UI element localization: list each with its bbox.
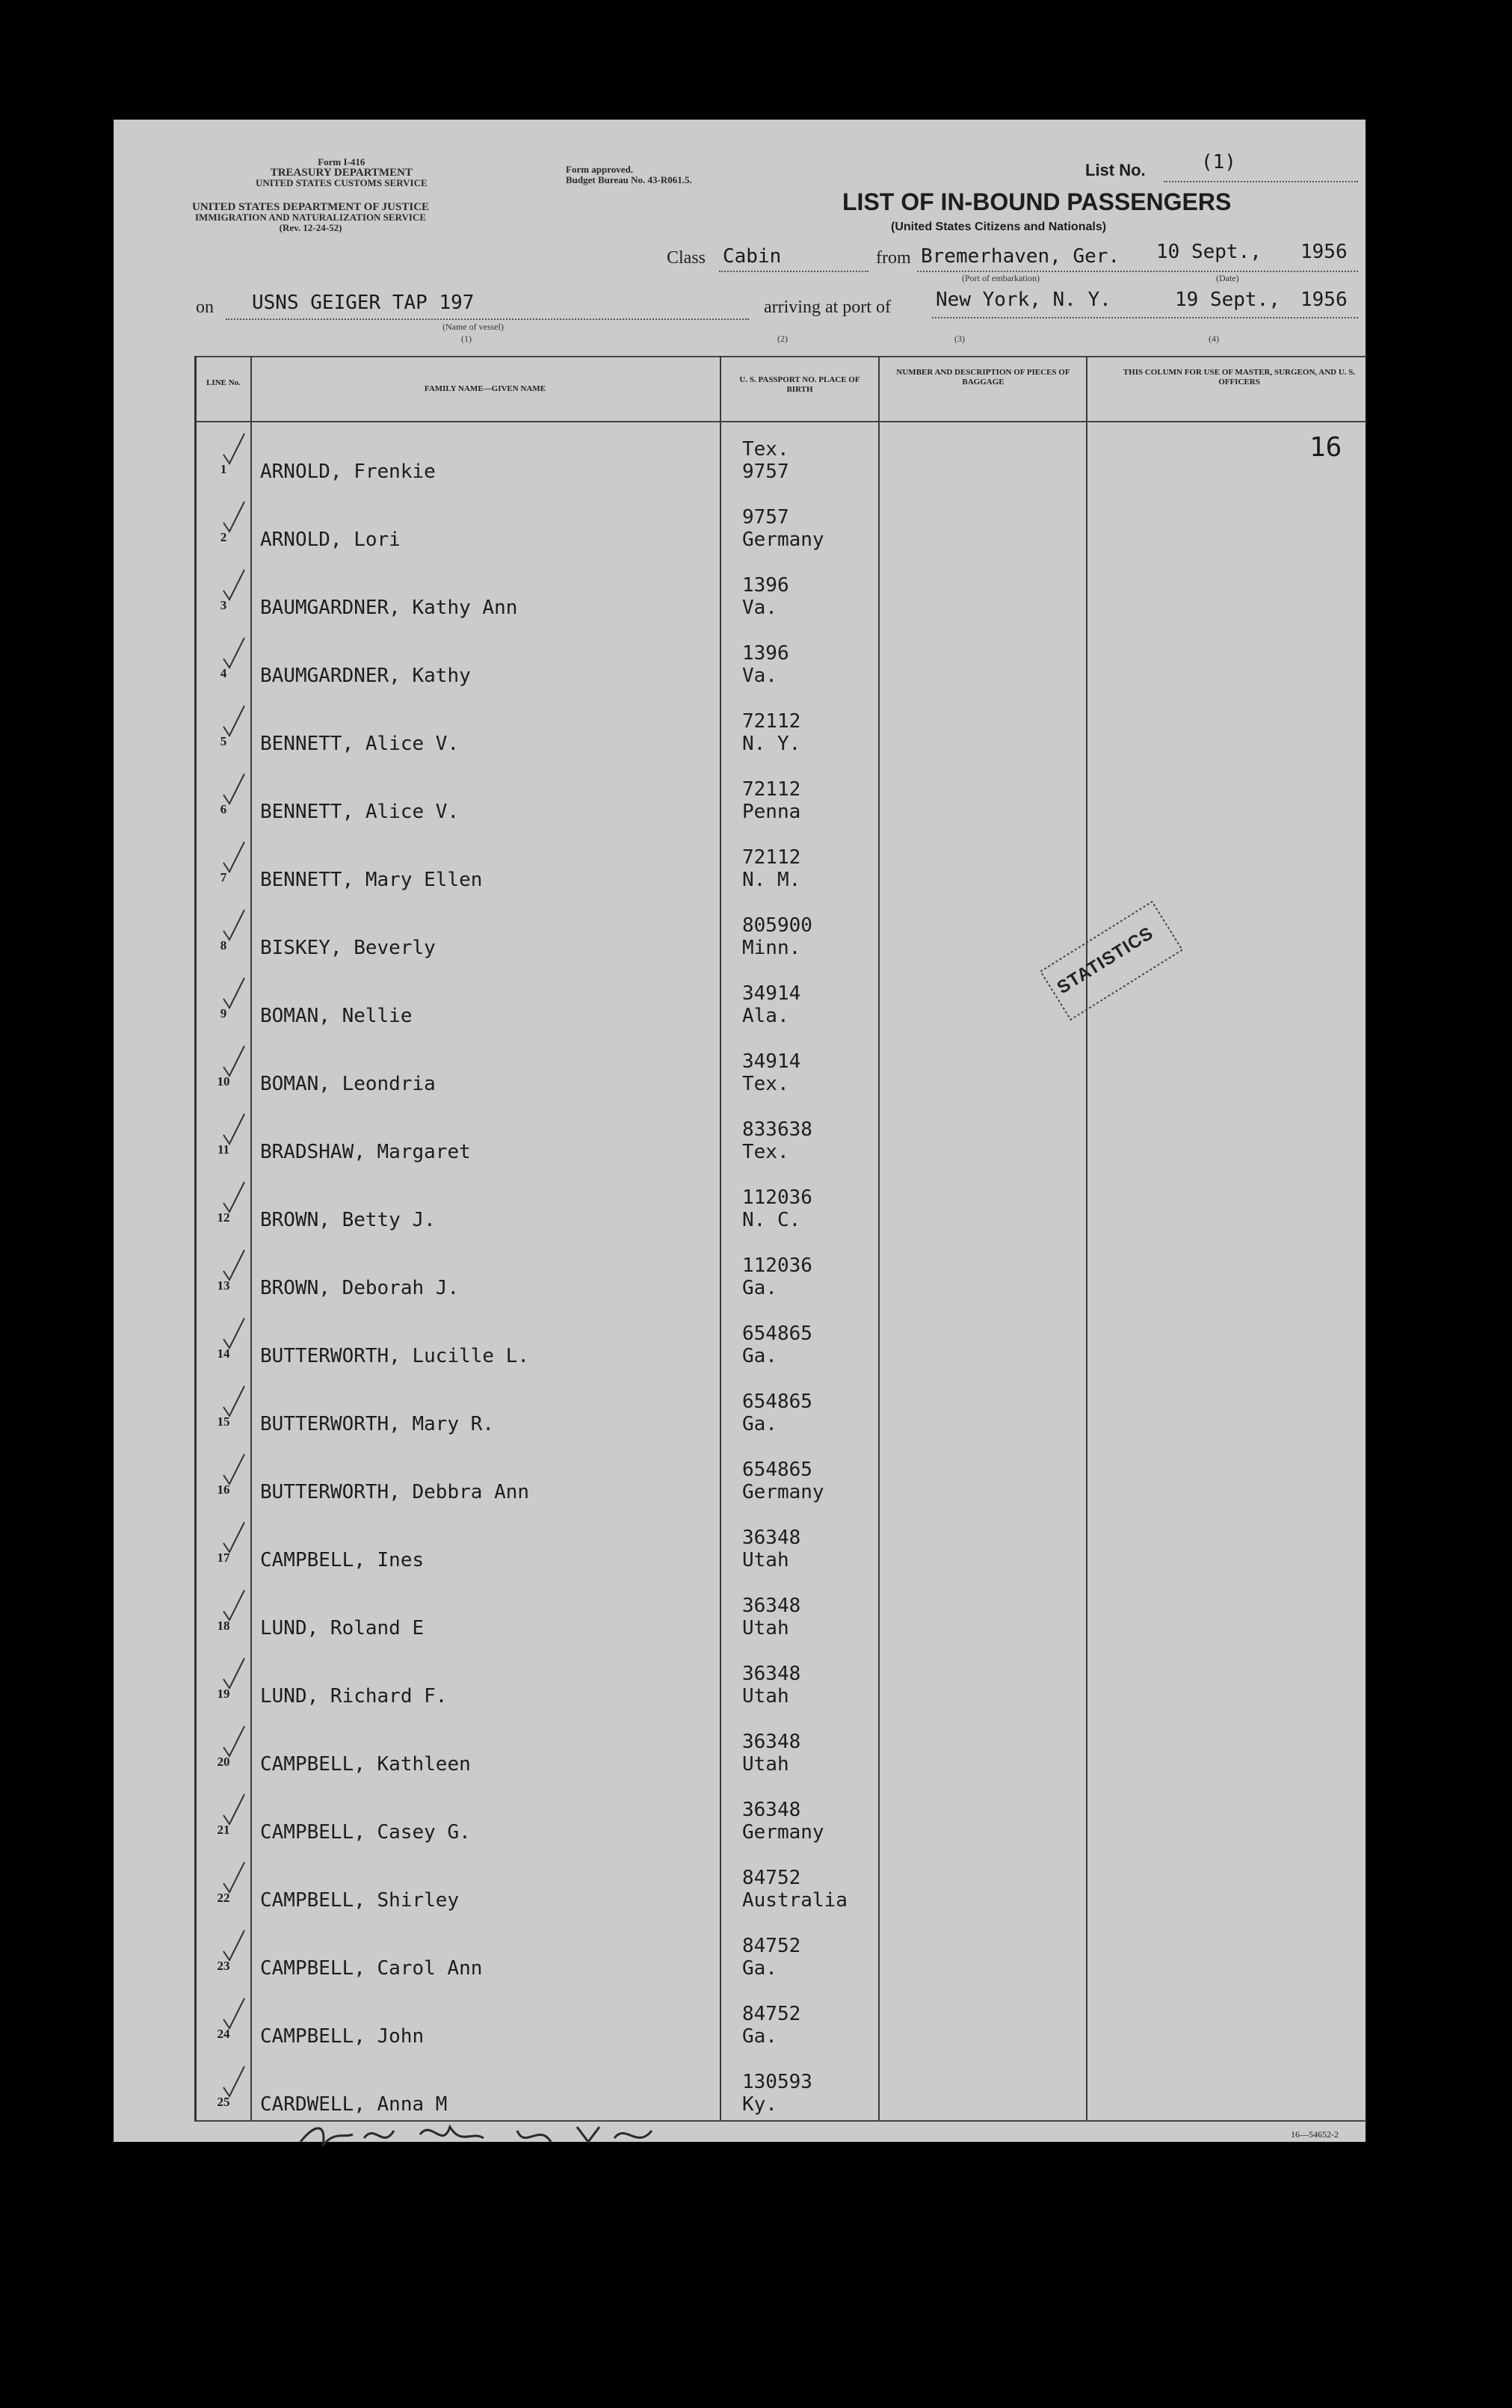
line-number: 15 <box>217 1414 230 1429</box>
passport-or-birthplace: Ala. <box>742 1005 789 1027</box>
line-number: 5 <box>220 734 227 748</box>
passport-or-birthplace: N. C. <box>742 1209 801 1231</box>
form-number: Form I-416 <box>318 156 365 167</box>
embarkation-year: 1956 <box>1300 241 1348 263</box>
customs-service: UNITED STATES CUSTOMS SERVICE <box>256 177 428 188</box>
table-row <box>197 1716 1366 1784</box>
passport-or-birthplace: 36348 <box>742 1527 801 1549</box>
passport-or-birthplace: 654865 <box>742 1459 812 1481</box>
from-label: from <box>876 248 911 268</box>
passport-or-birthplace: Ga. <box>742 2025 777 2048</box>
passport-or-birthplace: Germany <box>742 1821 824 1844</box>
line-number: 4 <box>220 666 227 680</box>
table-row <box>197 1444 1366 1512</box>
line-number: 9 <box>220 1006 227 1020</box>
passport-or-birthplace: 805900 <box>742 914 812 937</box>
form-block <box>256 157 428 188</box>
passenger-table <box>194 356 1366 2122</box>
header-passport: U. S. PASSPORT NO. PLACE OF BIRTH <box>739 375 860 394</box>
line-number: 3 <box>220 598 227 612</box>
passenger-name: BAUMGARDNER, Kathy <box>260 665 471 687</box>
table-row <box>197 627 1366 695</box>
table-row <box>197 423 1366 491</box>
header-officers: THIS COLUMN FOR USE OF MASTER, SURGEON, AND U. S. OFFICERS <box>1123 368 1356 387</box>
header-line-no: LINE No. <box>206 378 241 387</box>
line-number: 22 <box>217 1891 230 1905</box>
justice-block <box>192 202 429 233</box>
passport-or-birthplace: Tex. <box>742 1073 789 1095</box>
passenger-name: CAMPBELL, Casey G. <box>260 1821 471 1844</box>
passport-or-birthplace: 72112 <box>742 846 801 869</box>
page-title: LIST OF IN-BOUND PASSENGERS <box>842 188 1232 215</box>
stamp-text: STATISTICS <box>1053 923 1158 999</box>
class-line <box>719 271 868 272</box>
from-line <box>917 271 1358 272</box>
passport-or-birthplace: 84752 <box>742 1935 801 1957</box>
list-number-value: (1) <box>1201 151 1236 173</box>
handwritten-signature <box>293 2116 682 2161</box>
passenger-name: BROWN, Betty J. <box>260 1209 436 1231</box>
passenger-name: BROWN, Deborah J. <box>260 1277 460 1299</box>
form-rev: (Rev. 12-24-52) <box>279 222 342 233</box>
line-number: 10 <box>217 1074 230 1088</box>
table-row <box>197 1171 1366 1240</box>
passenger-name: BENNETT, Mary Ellen <box>260 869 483 891</box>
passenger-name: BOMAN, Nellie <box>260 1005 413 1027</box>
passenger-name: BISKEY, Beverly <box>260 937 436 959</box>
list-number-line <box>1164 181 1358 182</box>
line-number: 1 <box>220 462 227 476</box>
on-label: on <box>196 298 214 317</box>
column-number-3: (3) <box>954 333 965 344</box>
budget-bureau: Budget Bureau No. 43-R061.5. <box>566 174 692 185</box>
list-number-label: List No. <box>1085 161 1146 179</box>
passport-or-birthplace: 36348 <box>742 1799 801 1821</box>
passport-or-birthplace: 36348 <box>742 1663 801 1685</box>
header-rule <box>197 421 1366 422</box>
line-number: 23 <box>217 1959 230 1973</box>
passenger-name: BUTTERWORTH, Debbra Ann <box>260 1481 530 1503</box>
passport-or-birthplace: 130593 <box>742 2071 812 2093</box>
passport-or-birthplace: Germany <box>742 529 824 551</box>
class-value: Cabin <box>723 245 782 268</box>
line-number: 12 <box>217 1210 230 1225</box>
table-row <box>197 899 1366 967</box>
table-row <box>197 1512 1366 1580</box>
passenger-name: CAMPBELL, Carol Ann <box>260 1957 483 1980</box>
passport-or-birthplace: Minn. <box>742 937 801 959</box>
vessel-caption: (Name of vessel) <box>442 321 504 332</box>
passport-or-birthplace: 1396 <box>742 574 789 597</box>
table-row <box>197 1308 1366 1376</box>
passenger-name: BENNETT, Alice V. <box>260 733 460 755</box>
passenger-name: BUTTERWORTH, Mary R. <box>260 1413 495 1435</box>
passenger-name: BUTTERWORTH, Lucille L. <box>260 1345 530 1367</box>
line-number: 21 <box>217 1823 230 1837</box>
passport-or-birthplace: Va. <box>742 665 777 687</box>
line-number: 7 <box>220 870 227 884</box>
passport-or-birthplace: 84752 <box>742 2003 801 2025</box>
approval-block <box>566 164 692 185</box>
table-row <box>197 2056 1366 2124</box>
passenger-name: BENNETT, Alice V. <box>260 801 460 823</box>
passport-or-birthplace: N. M. <box>742 869 801 891</box>
passport-or-birthplace: Utah <box>742 1685 789 1708</box>
table-row <box>197 1376 1366 1444</box>
treasury-dept: TREASURY DEPARTMENT <box>270 167 413 179</box>
page-subtitle: (United States Citizens and Nationals) <box>891 221 1107 233</box>
passenger-name: LUND, Richard F. <box>260 1685 448 1708</box>
line-number: 8 <box>220 938 227 952</box>
passport-or-birthplace: N. Y. <box>742 733 801 755</box>
column-number-4: (4) <box>1209 333 1219 344</box>
line-number: 19 <box>217 1687 230 1701</box>
table-row <box>197 1035 1366 1103</box>
passport-or-birthplace: 112036 <box>742 1254 812 1277</box>
passport-or-birthplace: 1396 <box>742 642 789 665</box>
line-number: 13 <box>217 1278 230 1293</box>
passport-or-birthplace: Ga. <box>742 1345 777 1367</box>
passport-or-birthplace: 36348 <box>742 1731 801 1753</box>
line-number: 25 <box>217 2095 230 2109</box>
passport-or-birthplace: Ga. <box>742 1957 777 1980</box>
table-row <box>197 695 1366 763</box>
passport-or-birthplace: Utah <box>742 1617 789 1639</box>
arrival-port: New York, N. Y. <box>936 289 1111 311</box>
line-number: 6 <box>220 802 227 816</box>
passport-or-birthplace: 34914 <box>742 1050 801 1073</box>
passport-or-birthplace: Ky. <box>742 2093 777 2116</box>
vessel-line <box>226 318 749 320</box>
passport-or-birthplace: Penna <box>742 801 801 823</box>
table-row <box>197 1920 1366 1988</box>
table-row <box>197 559 1366 627</box>
port-of-embarkation: Bremerhaven, Ger. <box>921 245 1120 268</box>
passenger-name: CAMPBELL, Shirley <box>260 1889 460 1912</box>
line-number: 17 <box>217 1551 230 1565</box>
table-row <box>197 1103 1366 1171</box>
table-row <box>197 1988 1366 2056</box>
vessel-name: USNS GEIGER TAP 197 <box>252 292 475 314</box>
passenger-name: BOMAN, Leondria <box>260 1073 436 1095</box>
passenger-name: CARDWELL, Anna M <box>260 2093 448 2116</box>
passenger-name: ARNOLD, Lori <box>260 529 401 551</box>
passport-or-birthplace: Tex. <box>742 1141 789 1163</box>
table-row <box>197 1784 1366 1852</box>
passport-or-birthplace: Ga. <box>742 1277 777 1299</box>
table-row <box>197 1580 1366 1648</box>
passport-or-birthplace: Australia <box>742 1889 848 1912</box>
passport-or-birthplace: Germany <box>742 1481 824 1503</box>
class-label: Class <box>667 248 706 268</box>
passport-or-birthplace: Va. <box>742 597 777 619</box>
line-number: 24 <box>217 2027 230 2041</box>
table-row <box>197 1648 1366 1716</box>
passenger-name: LUND, Roland E <box>260 1617 425 1639</box>
passenger-name: BAUMGARDNER, Kathy Ann <box>260 597 518 619</box>
form-approved: Form approved. <box>566 164 634 175</box>
passport-or-birthplace: Utah <box>742 1549 789 1571</box>
column-number-1: (1) <box>461 333 472 344</box>
passport-or-birthplace: 833638 <box>742 1118 812 1141</box>
column-number-2: (2) <box>777 333 788 344</box>
passport-or-birthplace: 654865 <box>742 1391 812 1413</box>
passenger-manifest-page <box>114 120 1366 2142</box>
passport-or-birthplace: 112036 <box>742 1186 812 1209</box>
line-number: 14 <box>217 1346 230 1361</box>
passport-or-birthplace: 84752 <box>742 1867 801 1889</box>
header-name: FAMILY NAME—GIVEN NAME <box>424 384 546 393</box>
passport-or-birthplace: 72112 <box>742 710 801 733</box>
line-number: 20 <box>217 1755 230 1769</box>
ins-name: IMMIGRATION AND NATURALIZATION SERVICE <box>194 212 427 223</box>
arrival-year: 1956 <box>1300 289 1348 311</box>
passport-or-birthplace: 654865 <box>742 1322 812 1345</box>
passport-or-birthplace: Tex. <box>742 438 789 461</box>
header-baggage: NUMBER AND DESCRIPTION OF PIECES OF BAGGAGE <box>896 368 1070 387</box>
passenger-name: CAMPBELL, Ines <box>260 1549 425 1571</box>
embarkation-date: 10 Sept., <box>1156 241 1262 263</box>
arrival-date: 19 Sept., <box>1175 289 1280 311</box>
passport-or-birthplace: 72112 <box>742 778 801 801</box>
corner-mark: 16 <box>1309 432 1342 463</box>
passenger-name: BRADSHAW, Margaret <box>260 1141 471 1163</box>
passenger-name: CAMPBELL, Kathleen <box>260 1753 471 1776</box>
arriving-label: arriving at port of <box>764 298 891 317</box>
table-row <box>197 1852 1366 1920</box>
justice-dept: UNITED STATES DEPARTMENT OF JUSTICE <box>192 201 430 213</box>
date-caption: (Date) <box>1216 273 1239 283</box>
table-row <box>197 967 1366 1035</box>
table-row <box>197 831 1366 899</box>
passport-or-birthplace: 34914 <box>742 982 801 1005</box>
line-number: 18 <box>217 1619 230 1633</box>
arrival-line <box>932 317 1358 318</box>
table-row <box>197 491 1366 559</box>
passenger-name: ARNOLD, Frenkie <box>260 461 436 483</box>
passport-or-birthplace: Ga. <box>742 1413 777 1435</box>
line-number: 11 <box>217 1142 230 1157</box>
passport-or-birthplace: 9757 <box>742 506 789 529</box>
passport-or-birthplace: Utah <box>742 1753 789 1776</box>
table-row <box>197 763 1366 831</box>
line-number: 2 <box>220 530 227 544</box>
table-row <box>197 1240 1366 1308</box>
passport-or-birthplace: 9757 <box>742 461 789 483</box>
port-caption: (Port of embarkation) <box>962 273 1040 283</box>
footer-code: 16—54652-2 <box>1291 2129 1339 2140</box>
line-number: 16 <box>217 1482 230 1497</box>
passport-or-birthplace: 36348 <box>742 1595 801 1617</box>
passenger-name: CAMPBELL, John <box>260 2025 425 2048</box>
